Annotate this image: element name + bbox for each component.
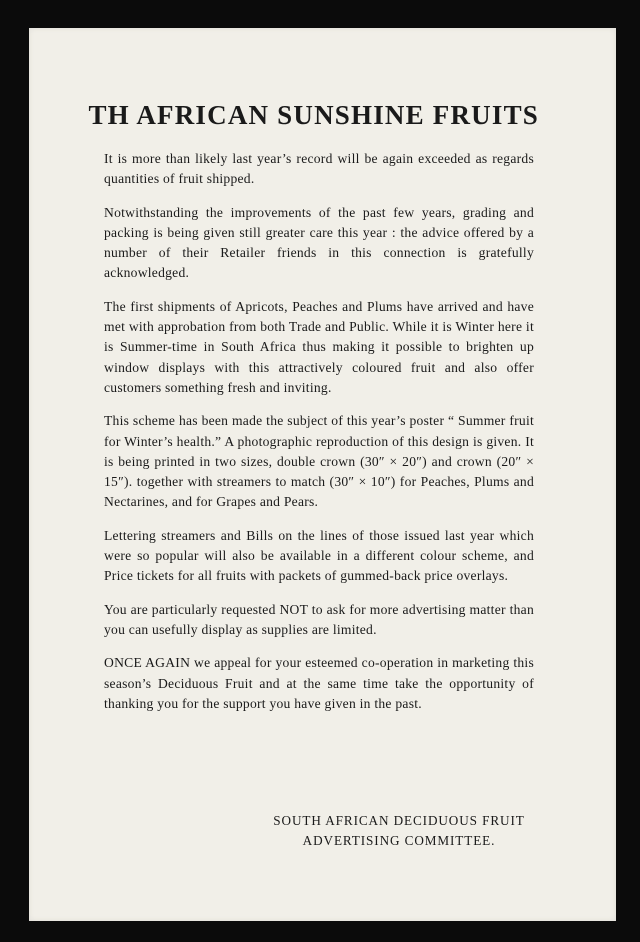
paragraph-poster-scheme: This scheme has been made the subject of this year’s poster “ Summer fruit for Winter’s health.” A photographic reproduction of this design is given. It is being printed in two sizes, double crown (30″ × 20″) and crown (20″ × 15″). together with streamers to match (30″ × 10″) for Peaches, Plums and Nectarines, and for Grapes and Pears. (104, 413, 534, 510)
paragraph-grading-packing: Notwithstanding the improvements of the past few years, grading and packing is being given still greater care this year : the advice offered by a number of their Retailer friends in this connection is gratefully acknowledged. (104, 204, 534, 281)
paragraph-first-shipments: The first shipments of Apricots, Peaches and Plums have arrived and have met with approbation from both Trade and Public. While it is Winter here it is Summer-time in South Africa thus making it possible to brighten up window displays with this attractively coloured fruit and also offer customers something fresh and inviting. (104, 298, 534, 395)
paragraph-supplies-limited: You are particularly requested NOT to ask for more advertising matter than you can usefully display as supplies are limited. (104, 601, 534, 637)
paragraph-once-again: ONCE AGAIN we appeal for your esteemed co-operation in marketing this season’s Deciduous Fruit and at the same time take the opportunity of thanking you for the support you have given in the past. (104, 655, 534, 711)
paragraph-lettering-streamers: Lettering streamers and Bills on the lines of those issued last year which were so popular will also be available in a different colour scheme, and Price tickets for all fruits with packets of gummed-back price overlays. (104, 527, 534, 584)
signature-block (259, 811, 539, 851)
paragraph-record-exceeded: It is more than likely last year’s record will be again exceeded as regards quantities of fruit shipped. (104, 151, 534, 187)
signature-line-committee: ADVERTISING COMMITTEE. (302, 833, 496, 848)
signature-line-organisation: SOUTH AFRICAN DECIDUOUS FRUIT (273, 813, 525, 828)
document-page (29, 28, 616, 921)
document-title: TH AFRICAN SUNSHINE FRUITS (88, 100, 539, 130)
document-body (104, 149, 534, 727)
